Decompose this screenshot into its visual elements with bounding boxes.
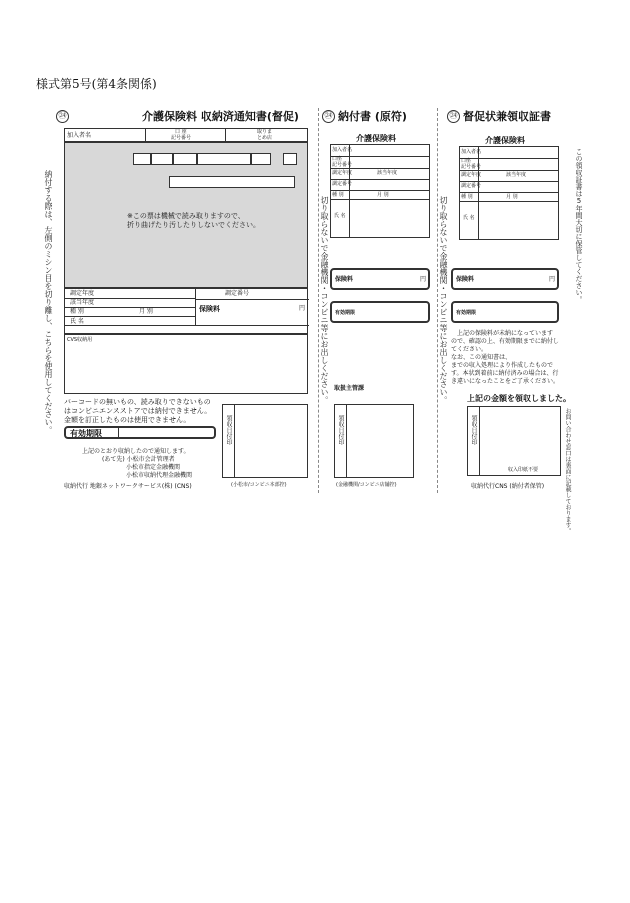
installment-label: 月 別 <box>377 192 389 198</box>
premium-label: 保険料 <box>456 276 475 283</box>
subscriber-label: 加入者名 <box>67 132 92 139</box>
handling-label-2: とめ店 <box>257 135 273 141</box>
middle-section-payment-slip <box>320 108 436 498</box>
left-stamp-box <box>222 404 308 478</box>
subscriber-label: 加入者名 <box>332 147 353 153</box>
divider <box>460 158 558 159</box>
divider <box>195 289 196 325</box>
middle-badge-icon: ㉔ <box>322 110 335 123</box>
notified-text-4: 小松市収納代理金融機関 <box>126 472 193 479</box>
premium-label: 保険料 <box>199 305 220 313</box>
ocr-box <box>283 153 297 165</box>
divider <box>349 145 350 237</box>
validity-label: 有効期限 <box>456 310 477 316</box>
bank-label: 口座 <box>461 158 472 164</box>
left-badge-icon: ㉔ <box>56 110 69 123</box>
right-notice-7: き違いになったことをご了承ください。 <box>451 378 560 385</box>
barcode-warning-2: はコンビニエンスストアでは納付できません。 <box>64 407 212 415</box>
cvs-area <box>64 334 308 394</box>
middle-side-note: 切り取らないで金融機関・コンビニ等にお出しください。 <box>320 196 329 404</box>
divider <box>65 307 195 308</box>
ocr-box <box>169 176 295 188</box>
middle-info-table <box>330 144 430 238</box>
right-notice-4: なお、この通知書は、 <box>451 354 512 361</box>
premium-label: 保険料 <box>335 276 354 283</box>
applicable-year-label: 該当年度 <box>377 170 398 176</box>
notified-text-2: (あて先) 小松市会計管理者 <box>102 456 175 463</box>
keep-receipt-note: この領収証書は5年間大切に保管してください。 <box>575 148 583 303</box>
machine-read-notice-2: 折り曲げたり汚したりしないでください。 <box>127 221 260 229</box>
right-info-table <box>459 146 559 240</box>
ocr-box <box>151 153 173 165</box>
name-label: 氏 名 <box>334 213 346 219</box>
name-label: 氏 名 <box>70 318 84 325</box>
right-title: 督促状兼領収証書 <box>463 110 551 123</box>
left-stamp-caption: (小松市/コンビニ本部控) <box>231 482 287 488</box>
divider <box>234 405 235 477</box>
left-section-receipt-notice <box>38 108 318 498</box>
right-stamp-box <box>467 406 561 476</box>
barcode-warning-3: 金額を訂正したものは使用できません。 <box>64 416 191 424</box>
ocr-box <box>197 153 251 165</box>
divider <box>195 299 309 300</box>
divider <box>479 407 480 475</box>
inquiry-note-1: お問い合わせ窓口は裏面に記載しております。 <box>564 408 571 534</box>
adjust-no-label: 調定番号 <box>225 290 250 297</box>
form-number-header: 様式第5号(第4条関係) <box>36 77 157 91</box>
machine-read-notice-1: ※この票は機械で読み取りますので、 <box>127 212 245 220</box>
ocr-reading-area <box>64 142 308 288</box>
middle-subtitle: 介護保険料 <box>356 134 396 143</box>
right-badge-icon: ㉔ <box>447 110 460 123</box>
right-notice-1: 上記の保険料が未納になっています <box>457 330 554 337</box>
divider <box>460 201 558 202</box>
divider <box>331 190 429 191</box>
barcode-warning-1: バーコードの無いもの、読み取りできないもの <box>64 398 211 406</box>
right-premium-box <box>451 268 559 290</box>
divider <box>65 316 195 317</box>
notified-text-1: 上記のとおり収納したので通知します。 <box>82 448 190 455</box>
middle-stamp-caption: (金融機関/コンビニ店舗控) <box>336 482 397 488</box>
notified-text-3: 小松市指定金融機関 <box>126 464 181 471</box>
divider <box>118 428 119 437</box>
right-notice-3: てください。 <box>451 346 488 353</box>
divider <box>331 156 429 157</box>
ocr-box <box>173 153 197 165</box>
right-side-note: 切り取らないで金融機関・コンビニ等にお出しください。 <box>439 196 448 404</box>
left-top-info-row <box>64 128 308 142</box>
account-no-label: 記号番号 <box>171 135 192 141</box>
divider <box>225 129 226 141</box>
left-title: 介護保険料 収納済通知書(督促) <box>142 110 299 123</box>
perforation-line-2 <box>437 108 438 493</box>
cvs-label: CVS収納用 <box>67 337 93 343</box>
divider <box>460 170 558 171</box>
divider <box>331 168 429 169</box>
stamp-label: 領収日付印 <box>337 415 344 445</box>
divider <box>145 129 146 141</box>
name-label: 氏 名 <box>463 215 475 221</box>
received-text: 上記の金額を領収しました。 <box>467 394 571 403</box>
ocr-box <box>251 153 271 165</box>
account-no-label: 記号番号 <box>332 162 353 168</box>
adjust-no-label: 調定番号 <box>332 181 353 187</box>
validity-box <box>64 426 216 439</box>
validity-label: 有効期限 <box>70 429 102 438</box>
yen-label: 円 <box>420 276 427 283</box>
type-label: 種 別 <box>70 308 84 315</box>
middle-premium-box <box>330 268 430 290</box>
divider <box>331 199 429 200</box>
right-footer: 収納代行CNS (納付者保管) <box>471 483 545 490</box>
stamp-label: 領収日付印 <box>225 415 232 445</box>
divider <box>478 147 479 239</box>
left-footer: 収納代行 地銀ネットワークサービス(株) (CNS) <box>64 483 192 490</box>
divider <box>460 192 558 193</box>
installment-label: 月 別 <box>506 194 518 200</box>
revenue-stamp-note: 収入印紙不要 <box>508 467 539 473</box>
right-section-demand-receipt <box>439 108 589 534</box>
perforation-line-1 <box>318 108 319 493</box>
subscriber-label: 加入者名 <box>461 149 482 155</box>
applicable-year-label: 該当年度 <box>70 299 95 306</box>
right-notice-6: す。本状到着前に納付済みの場合は、行 <box>451 370 559 377</box>
left-detail-table <box>64 288 308 334</box>
type-label: 種 別 <box>332 192 344 198</box>
middle-title: 納付書 (原符) <box>338 110 407 123</box>
right-notice-5: までの収入処理により作成したもので <box>451 362 554 369</box>
handler-label: 取扱主管課 <box>334 385 365 392</box>
account-no-label: 記号番号 <box>461 164 482 170</box>
handling-label-1: 取りま <box>257 129 273 135</box>
yen-label: 円 <box>549 276 556 283</box>
applicable-year-label: 該当年度 <box>506 172 527 178</box>
right-subtitle: 介護保険料 <box>485 136 525 145</box>
installment-label: 月 別 <box>139 308 153 315</box>
year-label: 調定年度 <box>332 170 353 176</box>
divider <box>65 325 309 326</box>
yen-label: 円 <box>299 305 306 312</box>
divider <box>346 405 347 477</box>
left-side-note: 納付する際は、左側のミシン目を切り離し、こちらを使用してください。 <box>44 170 53 434</box>
year-label: 調定年度 <box>70 290 95 297</box>
right-validity-box <box>451 301 559 323</box>
year-label: 調定年度 <box>461 172 482 178</box>
divider <box>331 179 429 180</box>
bank-label: 口 座 <box>175 129 187 135</box>
validity-label: 有効期限 <box>335 310 356 316</box>
right-notice-2: ので、確認の上、有効期限までに納付し <box>451 338 559 345</box>
middle-validity-box <box>330 301 430 323</box>
adjust-no-label: 調定番号 <box>461 183 482 189</box>
divider <box>460 181 558 182</box>
middle-stamp-box <box>334 404 414 478</box>
type-label: 種 別 <box>461 194 473 200</box>
bank-label: 口座 <box>332 156 343 162</box>
ocr-box <box>133 153 151 165</box>
stamp-label: 領収日付印 <box>470 415 477 445</box>
